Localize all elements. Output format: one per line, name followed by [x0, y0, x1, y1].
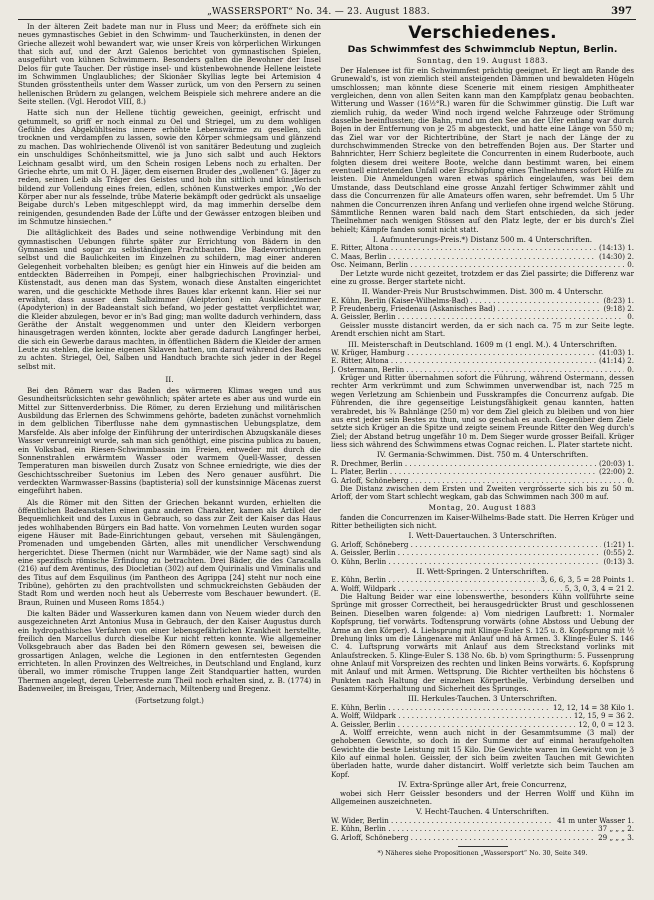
competitor: A. Geissler, Berlin . . .	[331, 313, 624, 321]
competitor: E. Kühn, Berlin . . .	[331, 576, 538, 584]
result: (8:23) 1.	[603, 295, 634, 305]
article-title: Das Schwimmfest des Schwimmclub Neptun, Berlin.	[347, 44, 618, 55]
event-heading: II. Wett-Springen. 2 Unterschriften.	[416, 566, 549, 576]
competitor: R. Drechmer, Berlin . . .	[331, 460, 596, 468]
competitor: A. Wolff, Wildpark . . .	[331, 712, 571, 720]
result: 29 „ „ „ 3.	[598, 832, 634, 842]
competitor: E. Ritter, Altona . . .	[331, 357, 596, 365]
result: 12, 15, 9 = 36 2.	[573, 711, 634, 721]
result-row	[331, 834, 634, 842]
continuation-note: (Fortsetzung folgt.)	[135, 697, 204, 706]
event-heading: II. Wander-Preis Nur Brustschwimmen. Dist. 300 m. 4 Unterschr.	[361, 287, 604, 297]
result: (0:55) 2.	[603, 548, 634, 558]
event-note: wobei sich Herr Geissler besonders und der Herren Wolff und Kühn im Allgemeinen auszeichneten.	[331, 788, 634, 806]
event-date: Montag, 20. August 1883	[428, 502, 537, 512]
result: 41 m unter Wasser 1.	[557, 815, 634, 825]
page-number: 397	[611, 6, 632, 17]
competitor: E. Kühn, Berlin . . .	[331, 704, 550, 712]
result: (22:00) 2.	[598, 467, 634, 477]
result-row	[331, 357, 634, 365]
event-heading: IV. Germania-Schwimmen. Dist. 750 m. 4 Unterschriften.	[376, 450, 589, 460]
competitor: G. Arloff, Schöneberg . . .	[331, 477, 624, 485]
result-row	[331, 468, 634, 476]
event-note: Geissler musste distancirt werden, da er sich nach ca. 75 m zur Seite legte. Arendt erschien nicht am Start.	[331, 320, 634, 339]
footnote: *) Näheres siehe Propositionen „Wassersport“ No. 30, Seite 349.	[377, 848, 588, 857]
paragraph: Hatte sich nun der Hellene tüchtig geweichen, geeinigt, erfrischt und getummelt, so griff er noch einmal zu Oel und Striegel, um zu dem wohligen Gefühle des Abgekühltseins innere erhöhte Lebenswärme zu gesellen, sich trocknen und verdampfen zu lassen, sowie den Körper schmiegsam und glänzend zu machen. Das wohlriechende Olivenöl ist von sanitärer Bedeutung und zugleich ein unschuldiges Schönheitsmittel, wie ja Juno sich salbt und auch Hektors Leichnam gesalbt wird, um den Schein rosigen Lebens noch zu erhalten. Der Grieche ehrte, um mit O. H. Jäger, dem eisernen Bruder des „wollenen“ G. Jäger zu reden, seinen Leib als Träger des Geistes und hob ihn sittlich und künstlerisch bildend zur Vollendung eines freien, edlen, schönen Kunstwerkes empor. „Wo der Körper aber nur als fesselnde, trübe Materie bekämpft oder gedrückt als unsaelige Beigabe durch's Leben mitgeschleppt wird, da mag immerhin derselbe dem reinigenden, gesundenden Bade der Lüfte und der Gewässer entzogen bleiben und im Schmutze hinsiechen.“	[18, 108, 321, 226]
result: (41:14) 2.	[598, 356, 634, 366]
result: 12, 12, 14 = 38 Kilo 1.	[553, 702, 634, 712]
competitor: G. Arloff, Schöneberg . . .	[331, 834, 595, 842]
result: 37 „ „ „ 2.	[598, 824, 634, 834]
competitor: G. Arloff, Schöneberg . . .	[331, 541, 601, 549]
event-heading: V. Hecht-Tauchen. 4 Unterschriften.	[416, 807, 549, 817]
competitor: E. Kühn, Berlin . . .	[331, 825, 595, 833]
result-row	[331, 253, 634, 261]
article-intro: Der Halensee ist für ein Schwimmfest prächtig geeignet. Er liegt am Rande des Grunewald's, ist von ziemlich steil ansteigenden Dämmen und bewaldeten Hügeln umschlossen; man könnte diese Scenerie mit einem riesigen Amphitheater vergleichen, denn von allen Seiten kann man den Kampfplatz genau beobachten. Witterung und Wasser (16½°R.) waren für die Schwimmer günstig. Die Luft war ziemlich ruhig, da weder Wind noch irgend welche Fahrzeuge oder Strömung dasselbe beeinflussten; die Bahn, rund um den See an der Ufer entlang war durch Bojen in der Entfernung von je 25 m abgesteckt, und hatte eine Länge von 550 m; das Ziel war vor der Richtertribüne, der Start je nach der Länge der zu durchschwimmenden Strecke von den betreffenden Bojen aus. Der Starter und Bahnrichter, Herr Schierz begleitete die Concurrenten in einem Ruderboote, auch folgten diesem drei weitere Boote, welche dann bestimmt waren, bei einem eventuell eintretenden Unfall oder Erschöpfung eines Theilnehmers sofort Hülfe zu leisten. Die Anmeldungen waren etwas spärlich eingelaufen, was bei dem Umstande, dass Deutschland eine grosse Anzahl fertiger Schwimmer zählt und dass die Concurrenzen für alle Amateurs offen waren, sehr befremdet. Um 5 Uhr nahmen die Concurrenzen ihren Anfang und verliefen ohne irgend welche Störung. Sämmtliche Rennen waren bald nach dem Start entschieden, da sich jeder Theilnehmer nach wenigen Stössen auf den Platz legte, der er bis durch's Ziel behielt; Kämpfe fanden somit nicht statt.	[331, 66, 634, 234]
competitor: Osc. Neimann, Berlin . . .	[331, 261, 624, 269]
event-heading: IV. Extra-Sprünge aller Art, freie Concurrenz,	[398, 779, 567, 789]
result-row	[331, 349, 634, 357]
event-date: Sonntag, den 19. August 1883.	[416, 56, 549, 65]
result-row	[331, 541, 634, 549]
left-column	[18, 23, 321, 857]
competitor: A. Geissler, Berlin . . .	[331, 721, 575, 729]
paragraph: Die alltäglichkeit des Bades und seine nothwendige Verbindung mit den gymnastischen Uebungen führte später zur Errichtung von Bädern in den Gymnasien und sogar zu selbständigen Prachtbauten. Die Badevorrichtungen selbst und die Baulichkeiten im Einzelnen zu schildern, mag einer anderen Gelegenheit vorbehalten bleiben; es genügt hier ein Hinweis auf die beiden am entdeckten Bäderreihen in Pompeji, einer halbgriechischen Provinzial- und Küstenstadt, aus denen man das System, wonach diese Anstalten eingerichtet waren, und die geschickte Methode ihres Baues klar erkennt kann. Hier sei nur erwähnt, dass ausser dem Salbzimmer (Aleipterion) ein Auskleidezimmer (Apodyterion) in der Badeanstalt sich befand, wo jeder gestattet verpflichtet war, die Kleider abzulegen, bevor er in's Bad ging; man wollte dadurch verhindern, dass Geräthe der Anstalt weggenommen und unter den Kleidern verborgen hinausgetragen werden könnten, lockte aber gerade dadurch Langfinger herbei, die sich ein Gewerbe daraus machten, in öffentlichen Bädern die Kleider der armen Leute zu stehlen, die keine eigenen Sklaven hatten, um darauf während des Badens zu achten. Striegel, Oel, Salben und Handtuch brachte sich jeder in der Regel selbst mit.	[18, 228, 321, 371]
paragraph: Bei den Römern war das Baden des wärmeren Klimas wegen und aus Gesundheitsrücksichten sehr gewöhnlich; später artete es aber aus und wurde ein Mittel zur Sittenverderbniss. Die Römer, zu deren Erziehung und militärischen Ausbildung das Erlernen des Schwimmens gehörte, badeten zunächst vornehmlich in dem gelblichen Tiberflusse nahe dem gymnastischen Uebungsplatze, dem Marsfelde. Als aber infolge der Einführung der unterirdischen Abzugskanäle dieses Wasser verunreinigt wurde, sah man sich genöthigt, eine piscina publica zu bauen, ein Volksbad, ein Riesen-Schwimmbassin im Freien, entweder mit durch die Sonnenstrahlen erwärmtem Wasser oder warmem Quell-Wasser, dessen Temperaturen man bisweilen durch Zusatz von Schnee erniedrigte, wie dies der Geschichtsschreiber Suetonius im Leben des Nero genauer ausführt. Die verdeckten Warmwasser-Bassins (baptisteria) soll der kunstsinnige Mäcenas zuerst eingeführt haben.	[18, 386, 321, 496]
competitor: A. Wolff, Wildpark . . .	[331, 585, 562, 593]
event-heading: I. Wett-Dauertauchen. 3 Unterschriften.	[408, 531, 557, 541]
event-heading: III. Meisterschaft in Deutschland. 1609 m (1 engl. M.). 4 Unterschriften.	[348, 339, 617, 349]
result-row	[331, 244, 634, 252]
paragraph: Als die Römer mit den Sitten der Griechen bekannt wurden, erhielten die öffentlichen Badeanstalten einen ganz anderen Charakter, kamen als Artikel der Bequemlichkeit und des Luxus in Gebrauch, so dass zur Zeit der Kaiser das Haus jedes wohlhabenden Bürgers ein Bad hatte. Von vornehmen Leuten wurden sogar eigene Häuser mit Bade-Einrichtungen gebaut, versehen mit Säulengängen, Promenaden und umgebenden Gärten, alles mit unendlicher Verschwendung hergerichtet. Diese Thermen (nicht nur Warmbäder, wie der Name sagt) sind als eine spezifisch römische Erfindung zu betrachten. Drei Bäder, die des Caracalla (216) auf dem Aventinus, des Diocletian (302) auf dem Quirinalis und Viminalis und des Titus auf dem Esquilinus (im Pantheon des Agrippa [24] steht nur noch eine Tribüne), gehörten zu den prachtvollsten und schmuckreichsten Gebäuden der Stadt Rom und werden noch heut als Ueberreste vom Beschauer bewundert. (E. Braun, Ruinen und Museen Roms 1854.)	[18, 497, 321, 607]
result: 3, 6, 6, 3, 5 = 28 Points 1.	[540, 575, 634, 585]
article-intro: fanden die Concurrenzen im Kaiser-Wilhelms-Bade statt. Die Herren Krüger und Ritter betheiligten sich nicht.	[331, 512, 634, 530]
result: (14:30) 2.	[598, 251, 634, 261]
result: 0.	[627, 312, 634, 322]
competitor: W. Krüger, Hamburg . . .	[331, 349, 596, 357]
competitor: C. Maas, Berlin . . .	[331, 253, 596, 261]
result: 0.	[627, 475, 634, 485]
result-row	[331, 460, 634, 468]
section-title: Verschiedenes.	[408, 23, 557, 43]
result: (14:13) 1.	[598, 243, 634, 253]
header-rule	[18, 19, 636, 20]
competitor: A. Geissler, Berlin . . .	[331, 549, 601, 557]
page-header	[18, 6, 636, 17]
running-title: „WASSERSPORT“ No. 34. — 23. August 1883.	[207, 7, 430, 17]
competitor: O. Kühn, Berlin . . .	[331, 558, 601, 566]
result: (0:13) 3.	[603, 556, 634, 566]
result: (9:18) 2.	[603, 304, 634, 314]
result: (20:03) 1.	[598, 458, 634, 468]
result-row	[331, 549, 634, 557]
paragraph: In der älteren Zeit badete man nur in Fluss und Meer; da eröffnete sich ein neues gymnastisches Gebiet in den Schwimm- und Taucherkünsten, in denen der Grieche allezeit wohl bewandert war, wie unser Kreis von körperlichen Wirkungen that sich auf, und der Arzt Galenos berichtet von gymnastischen Spielen, ausgeführt von kühnen Schwimmern. Besonders galten die Bewohner der Insel Delos für gute Taucher. Der rüstige insel- und küstenbewohnende Hellene leistete im Schwimmen Unglaubliches; der Skionäer Skyllias legte bei Artemision 4 Stunden grösstentheils unter dem Wasser zurück, um von den Persern zu seinen hellenischen Brüdern zu gelangen, welchem Beispiele sich mehrere andere an die Seite stellen. (Vgl. Herodot VIII, 8.)	[18, 23, 321, 107]
result: (41:03) 1.	[598, 348, 634, 358]
result: 12, 0, 0 = 12 3.	[578, 719, 634, 729]
result-row	[331, 305, 634, 313]
event-heading: I. Aufmunterungs-Preis.*) Distanz 500 m. 4 Unterschriften.	[372, 234, 593, 244]
footnote-rule	[458, 846, 508, 847]
result-row	[331, 297, 634, 305]
competitor: J. Ostermann, Berlin . . .	[331, 366, 624, 374]
competitor: E. Kühn, Berlin (Kaiser-Wilhelms-Bad) . . .	[331, 297, 601, 305]
event-note: Der Letzte wurde nicht gezeitet, trotzdem er das Ziel passirte; die Differenz war eine zu grosse. Berger startete nicht.	[331, 268, 634, 286]
result: 5, 3, 0, 3, 4 = 21 2.	[564, 583, 634, 593]
result-row	[331, 817, 634, 825]
section-number: II.	[165, 375, 174, 385]
result-row	[331, 825, 634, 833]
competitor: W. Wider, Berlin . . .	[331, 817, 554, 825]
result-row	[331, 558, 634, 566]
result: (1:21) 1.	[603, 539, 634, 549]
result: 0.	[627, 260, 634, 270]
competitor: L. Plater, Berlin . . .	[331, 468, 596, 476]
right-column	[331, 23, 634, 857]
result: 0.	[627, 364, 634, 374]
competitor: P. Freudenberg, Friedenau (Askanisches Bad) . . .	[331, 305, 601, 313]
paragraph: Die kalten Bäder und Wasserkuren kamen dann von Neuem wieder durch den ausgezeichneten Arzt Antonius Musa in Gebrauch, der den Kaiser Augustus durch ein hydropathisches Verfahren von einer lebensgefährlichen Krankheit herstellte, freilich den Marcellus durch dieselbe Kur nicht retten konnte. Wie allgemeiner Volksgebrauch aber das Baden bei den Römern gewesen sei, beweisen die grossartigen Anlagen, welche die Legionen in den entferntesten Gegenden errichteten. In allen Provinzen des Weltreiches, in Deutschland und England, kurz überall, wo immer römische Truppen lange Zeit Standquartier hatten, wurden Thermen angelegt, deren Ueberreste zum Theil noch erhalten sind, z. B. (1774) in Badenweiler, im Breisgau, Trier, Andernach, Miltenberg und Bregenz.	[18, 609, 321, 694]
event-heading: III. Herkules-Tauchen. 3 Unterschriften.	[408, 694, 557, 704]
event-note: Die Distanz zwischen dem Ersten und Zweiten vergrösserte sich bis zu 50 m. Arloff, der vom Start schlecht wegkam, gab das Schwimmen nach 300 m auf.	[331, 483, 634, 502]
event-note: Die Haltung Beider war eine lobenswerthe, besonders Kühn vollführte seine Sprünge mit grosser Correctheit, bei herausgedrückter Brust und geschlossenen Beinen. Dieselben waren folgende: a) Vom niedrigen Laufbrett: 1. Normaler Kopfsprung, tief vorwärts. Todtensprung vorwärts (ohne Abstoss und Uebung der Arme an den Körper). 4. Liebsprung mit Klinge-Euler S. 125 u. 8. Kopfsprung mit ½ Drehung links um die Längenaxe mit Anlauf und hä Armen. 3. Klinge-Euler S. 146 C. 4. Luftsprung vorwärts mit Anlauf aus dem Streckstand vorlinks mit Anlaufstrecken. 5. Klinge-Euler S. 138 No. 6b. b) vom Springthurm: 5. Fussenprung ohne Anlauf mit Vorspreizen des rechten und linken Beins vorwärts. 6. Kopfsprung mit Anlauf und mit Armen. Wettsprung. Die Richter vertheilten bis höchstens 6 Punkten nach Haltung der einzelnen Körpertheile, Verbindung derselben und Gesammt-Körperhaltung und Sicherheit des Sprunges.	[331, 592, 634, 693]
event-note: Krüger und Ritter übernahmen sofort die Führung, während Ostermann, dessen rechter Arm verkrümmt und zum Schwimmen unverwendbar ist, nach 725 m wegen Verletzung am Schienbein und Fusskrampfes die Concurrenz aufgab. Die Führenden, die ihre gegenseitige Leistungsfähigkeit genau kannten, hatten verabredet, bis ¾ Bahnlänge (250 m) vor dem Ziel gleich zu bleiben und von hier aus erst jeder sein Bestes zu thun, und so geschah es auch. Gegenüber dem Ziele setzte sich Krüger an die Spitze und zeigte seinem Freunde Ritter den Weg durch's Ziel; der Abstand betrug ungefähr 10 m. Dem Sieger wurde grosser Beifall. Krüger liess sich während des Schwimmens etwas Cognac reichen. L. Plater startete nicht.	[331, 373, 634, 449]
event-note: A. Wolff erreichte, wenn auch nicht in der Gesammtsumme (3 mal) der gehobenen Gewichte, so doch in der Summe der auf einmal heraufgeholten Gewichte die beste Leistung mit 15 Kilo. Die Gewichte waren im Gewicht von je 3 Kilo auf einmal holen. Geissler, der sich beim zweiten Tauchen mit Gewichten überladen hatte, wurde daher distancirt. Wolff verletzte sich beim Tauchen am Kopf.	[331, 727, 634, 779]
competitor: E. Ritter, Altona . . .	[331, 244, 596, 252]
